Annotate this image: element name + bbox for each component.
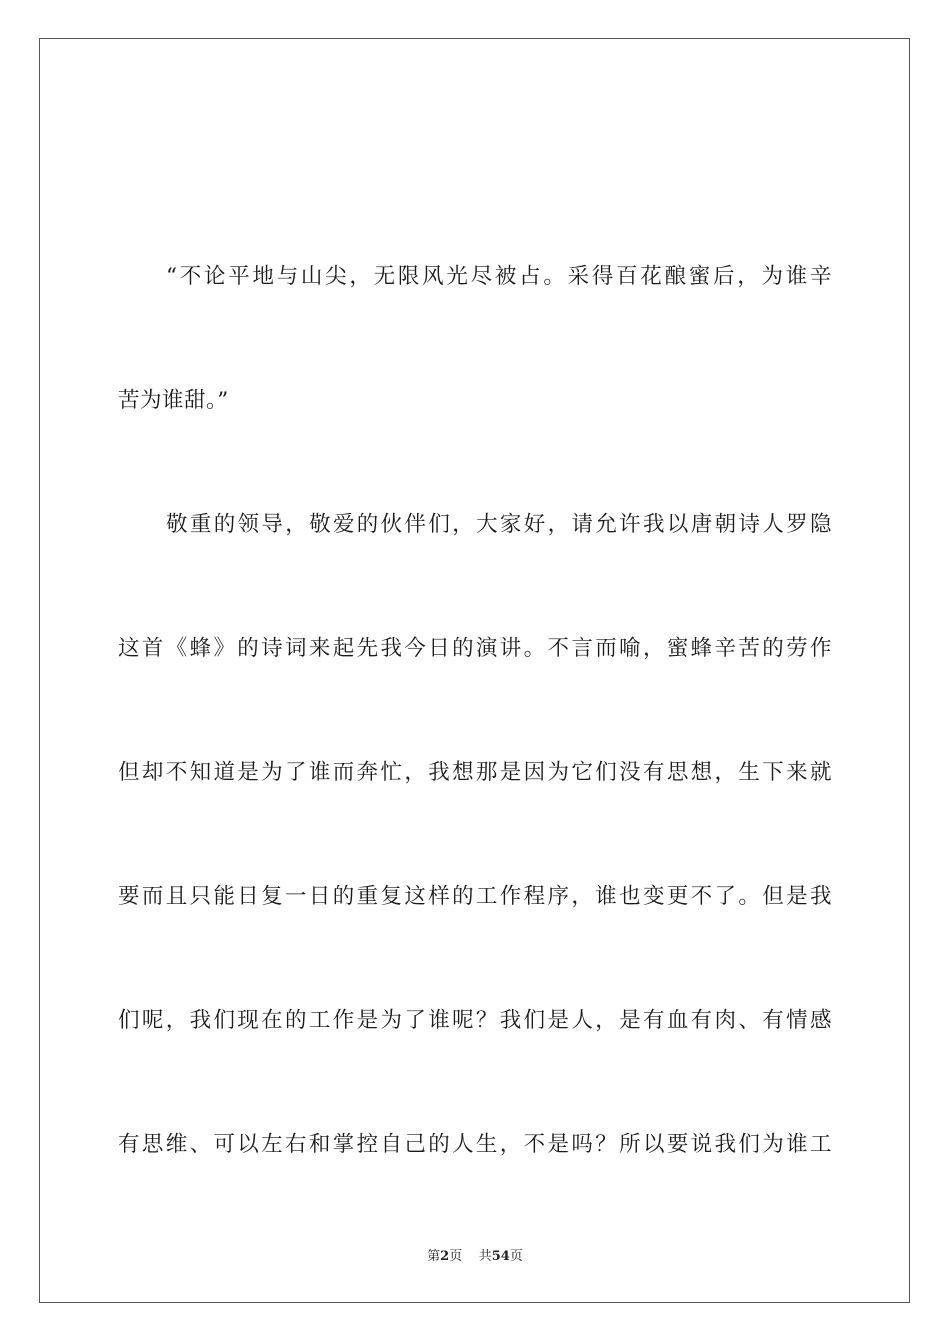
paragraph-line: 们呢，我们现在的工作是为了谁呢？我们是人，是有血有肉、有情感 [118,1008,832,1033]
page-border [39,38,910,1303]
page-prefix: 第 [427,1249,441,1264]
page-footer [0,1248,950,1266]
paragraph-line: 敬重的领导，敬爱的伙伴们，大家好，请允许我以唐朝诗人罗隐 [166,512,832,537]
paragraph-line: 苦为谁甜。” [118,388,229,413]
paragraph-line: 这首《蜂》的诗词来起先我今日的演讲。不言而喻，蜜蜂辛苦的劳作 [118,636,832,661]
page-number: 2 [440,1249,450,1264]
total-suffix: 页 [509,1249,523,1264]
total-pages: 54 [491,1249,510,1264]
paragraph-line: “不论平地与山尖，无限风光尽被占。采得百花酿蜜后，为谁辛 [166,264,832,289]
page-suffix: 页 [449,1249,463,1264]
total-prefix: 共 [478,1249,492,1264]
paragraph-line: 要而且只能日复一日的重复这样的工作程序，谁也变更不了。但是我 [118,884,832,909]
paragraph-line: 有思维、可以左右和掌控自己的人生，不是吗？所以要说我们为谁工 [118,1132,832,1157]
paragraph-line: 但却不知道是为了谁而奔忙，我想那是因为它们没有思想，生下来就 [118,760,832,785]
